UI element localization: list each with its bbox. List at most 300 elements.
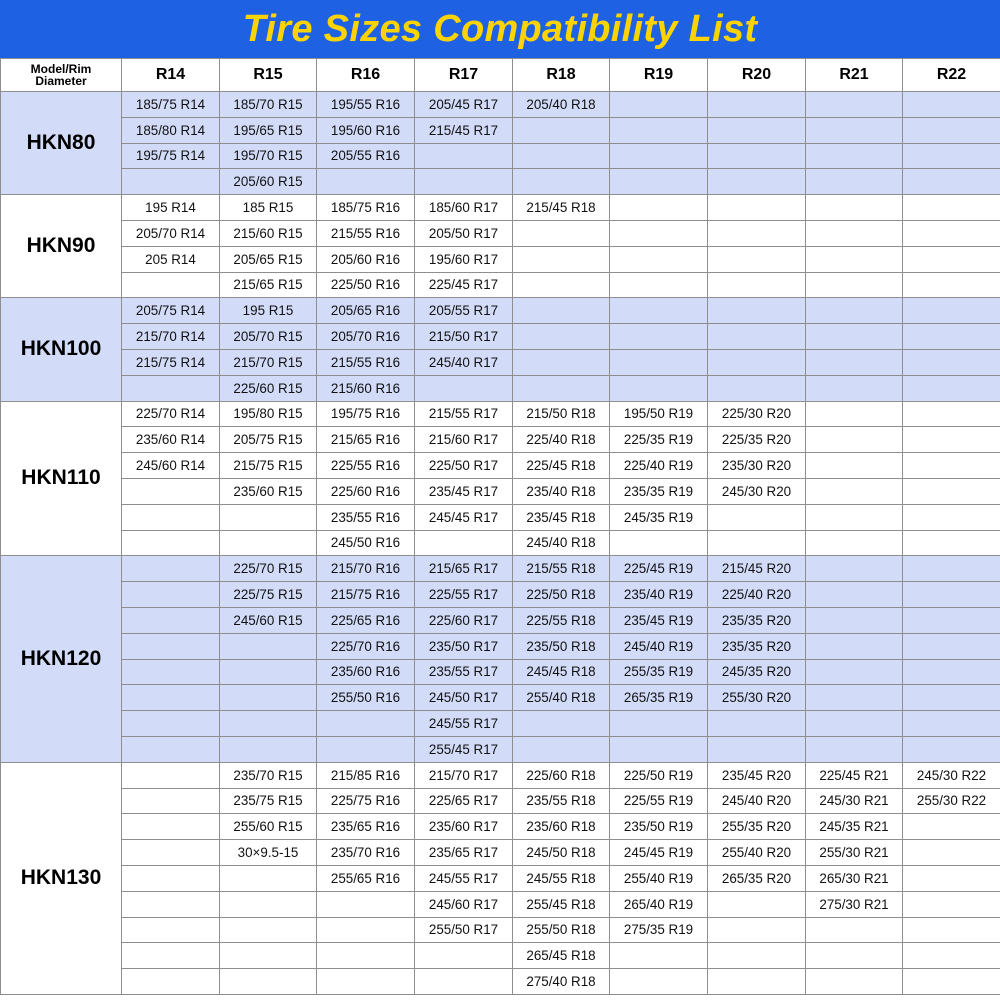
tire-size-cell: 225/60 R15 bbox=[220, 375, 317, 401]
table-row bbox=[1, 814, 1000, 840]
tire-size-cell: 245/35 R20 bbox=[708, 659, 806, 685]
tire-size-cell: 225/45 R17 bbox=[415, 272, 513, 298]
tire-size-cell: 245/45 R17 bbox=[415, 504, 513, 530]
tire-size-cell: 245/50 R16 bbox=[317, 530, 415, 556]
tire-size-cell: 215/85 R16 bbox=[317, 762, 415, 788]
tire-size-cell: 225/55 R17 bbox=[415, 582, 513, 608]
tire-size-cell: 195 R14 bbox=[122, 195, 220, 221]
tire-size-cell bbox=[610, 117, 708, 143]
tire-size-cell bbox=[610, 272, 708, 298]
tire-size-cell bbox=[708, 349, 806, 375]
tire-size-cell bbox=[903, 272, 1000, 298]
tire-size-cell: 235/60 R18 bbox=[513, 814, 610, 840]
tire-size-cell bbox=[903, 324, 1000, 350]
tire-size-cell bbox=[903, 298, 1000, 324]
tire-size-cell bbox=[122, 169, 220, 195]
tire-size-cell bbox=[903, 943, 1000, 969]
tire-size-cell: 255/60 R15 bbox=[220, 814, 317, 840]
tire-size-cell bbox=[903, 453, 1000, 479]
tire-size-cell bbox=[903, 840, 1000, 866]
tire-size-cell: 265/45 R18 bbox=[513, 943, 610, 969]
tire-size-cell bbox=[122, 530, 220, 556]
tire-size-cell: 215/60 R15 bbox=[220, 220, 317, 246]
table-row bbox=[1, 840, 1000, 866]
tire-size-cell bbox=[708, 220, 806, 246]
tire-size-cell: 195/55 R16 bbox=[317, 92, 415, 118]
tire-size-cell bbox=[806, 92, 903, 118]
tire-size-cell bbox=[610, 220, 708, 246]
corner-label-line2: Diameter bbox=[35, 74, 87, 88]
tire-size-cell bbox=[220, 917, 317, 943]
tire-size-cell: 235/40 R19 bbox=[610, 582, 708, 608]
column-header: R15 bbox=[220, 59, 317, 92]
table-row bbox=[1, 917, 1000, 943]
tire-size-cell: 205/40 R18 bbox=[513, 92, 610, 118]
column-header: R19 bbox=[610, 59, 708, 92]
tire-size-cell bbox=[903, 246, 1000, 272]
tire-size-cell bbox=[122, 659, 220, 685]
table-row bbox=[1, 582, 1000, 608]
tire-size-cell bbox=[708, 711, 806, 737]
tire-size-cell bbox=[806, 375, 903, 401]
tire-size-cell bbox=[610, 195, 708, 221]
tire-size-cell bbox=[903, 375, 1000, 401]
tire-size-cell: 245/30 R20 bbox=[708, 478, 806, 504]
tire-size-cell: 205/55 R17 bbox=[415, 298, 513, 324]
tire-size-cell: 225/70 R16 bbox=[317, 633, 415, 659]
tire-size-cell: 255/30 R22 bbox=[903, 788, 1000, 814]
tire-size-cell bbox=[122, 736, 220, 762]
tire-size-cell: 225/60 R17 bbox=[415, 607, 513, 633]
tire-size-cell bbox=[122, 556, 220, 582]
tire-size-cell: 225/75 R15 bbox=[220, 582, 317, 608]
tire-size-cell bbox=[122, 762, 220, 788]
tire-size-cell bbox=[220, 530, 317, 556]
tire-size-cell: 215/50 R17 bbox=[415, 324, 513, 350]
tire-size-cell bbox=[610, 324, 708, 350]
compatibility-table bbox=[0, 58, 1000, 995]
table-row bbox=[1, 530, 1000, 556]
tire-size-cell bbox=[415, 375, 513, 401]
tire-size-cell: 255/40 R19 bbox=[610, 865, 708, 891]
column-header: R22 bbox=[903, 59, 1000, 92]
tire-size-cell bbox=[122, 685, 220, 711]
tire-size-cell bbox=[122, 814, 220, 840]
tire-size-cell: 185/75 R14 bbox=[122, 92, 220, 118]
table-row bbox=[1, 556, 1000, 582]
tire-size-cell: 205/70 R16 bbox=[317, 324, 415, 350]
tire-size-cell bbox=[220, 969, 317, 995]
tire-size-cell: 245/55 R17 bbox=[415, 711, 513, 737]
tire-size-cell: 235/35 R20 bbox=[708, 633, 806, 659]
tire-size-cell: 225/70 R15 bbox=[220, 556, 317, 582]
tire-size-cell: 215/50 R18 bbox=[513, 401, 610, 427]
tire-size-cell: 245/35 R21 bbox=[806, 814, 903, 840]
tire-size-cell: 275/30 R21 bbox=[806, 891, 903, 917]
tire-size-cell bbox=[903, 685, 1000, 711]
tire-size-cell: 215/70 R14 bbox=[122, 324, 220, 350]
tire-size-cell bbox=[220, 736, 317, 762]
tire-size-cell: 215/65 R16 bbox=[317, 427, 415, 453]
tire-size-cell bbox=[903, 504, 1000, 530]
tire-size-cell bbox=[415, 969, 513, 995]
tire-size-cell: 235/45 R20 bbox=[708, 762, 806, 788]
tire-size-cell bbox=[610, 169, 708, 195]
tire-size-cell: 275/35 R19 bbox=[610, 917, 708, 943]
tire-size-cell bbox=[708, 891, 806, 917]
tire-size-cell bbox=[122, 865, 220, 891]
table-row bbox=[1, 246, 1000, 272]
tire-size-cell bbox=[610, 375, 708, 401]
tire-size-cell: 225/50 R16 bbox=[317, 272, 415, 298]
tire-size-cell bbox=[708, 272, 806, 298]
tire-size-cell bbox=[708, 736, 806, 762]
column-header: R14 bbox=[122, 59, 220, 92]
tire-size-cell: 245/40 R17 bbox=[415, 349, 513, 375]
tire-size-cell: 215/75 R14 bbox=[122, 349, 220, 375]
tire-size-cell: 235/60 R17 bbox=[415, 814, 513, 840]
tire-size-cell: 195/60 R16 bbox=[317, 117, 415, 143]
tire-size-cell bbox=[903, 349, 1000, 375]
tire-size-cell: 245/55 R17 bbox=[415, 865, 513, 891]
tire-size-cell bbox=[513, 375, 610, 401]
tire-size-cell bbox=[708, 92, 806, 118]
tire-size-cell: 225/40 R19 bbox=[610, 453, 708, 479]
column-header: R16 bbox=[317, 59, 415, 92]
tire-size-cell: 225/30 R20 bbox=[708, 401, 806, 427]
tire-size-cell: 255/30 R20 bbox=[708, 685, 806, 711]
table-row bbox=[1, 169, 1000, 195]
tire-size-cell bbox=[122, 504, 220, 530]
tire-size-cell bbox=[806, 711, 903, 737]
tire-size-cell bbox=[220, 865, 317, 891]
tire-size-cell: 215/45 R17 bbox=[415, 117, 513, 143]
tire-size-cell: 30×9.5-15 bbox=[220, 840, 317, 866]
tire-size-cell bbox=[806, 736, 903, 762]
table-row bbox=[1, 298, 1000, 324]
tire-size-cell bbox=[122, 943, 220, 969]
tire-size-cell: 195/60 R17 bbox=[415, 246, 513, 272]
tire-size-cell: 235/50 R18 bbox=[513, 633, 610, 659]
model-name: HKN120 bbox=[1, 556, 122, 762]
tire-size-cell bbox=[806, 685, 903, 711]
tire-size-cell: 225/50 R18 bbox=[513, 582, 610, 608]
tire-size-cell bbox=[220, 943, 317, 969]
column-header: R17 bbox=[415, 59, 513, 92]
tire-size-cell bbox=[122, 788, 220, 814]
tire-size-cell: 265/35 R20 bbox=[708, 865, 806, 891]
table-row bbox=[1, 117, 1000, 143]
table-row bbox=[1, 891, 1000, 917]
tire-size-cell bbox=[122, 582, 220, 608]
tire-size-cell: 225/50 R19 bbox=[610, 762, 708, 788]
tire-size-cell: 215/55 R18 bbox=[513, 556, 610, 582]
tire-size-cell bbox=[610, 711, 708, 737]
tire-size-cell bbox=[610, 349, 708, 375]
tire-size-cell bbox=[708, 195, 806, 221]
tire-size-cell: 195/70 R15 bbox=[220, 143, 317, 169]
tire-size-cell bbox=[513, 736, 610, 762]
tire-size-cell bbox=[708, 375, 806, 401]
tire-size-cell: 255/45 R18 bbox=[513, 891, 610, 917]
tire-size-cell bbox=[806, 453, 903, 479]
table-row bbox=[1, 92, 1000, 118]
tire-size-cell bbox=[220, 711, 317, 737]
tire-size-cell bbox=[415, 530, 513, 556]
tire-size-cell bbox=[317, 969, 415, 995]
tire-size-cell bbox=[806, 556, 903, 582]
tire-size-cell bbox=[806, 943, 903, 969]
tire-size-cell: 215/55 R16 bbox=[317, 349, 415, 375]
table-row bbox=[1, 659, 1000, 685]
tire-size-cell: 195/65 R15 bbox=[220, 117, 317, 143]
tire-size-cell: 225/45 R18 bbox=[513, 453, 610, 479]
tire-size-cell: 235/70 R16 bbox=[317, 840, 415, 866]
tire-size-cell: 225/35 R19 bbox=[610, 427, 708, 453]
tire-size-cell bbox=[610, 92, 708, 118]
tire-size-cell bbox=[317, 711, 415, 737]
tire-size-cell bbox=[806, 969, 903, 995]
tire-size-cell bbox=[415, 143, 513, 169]
tire-size-cell: 265/30 R21 bbox=[806, 865, 903, 891]
tire-size-cell: 245/40 R19 bbox=[610, 633, 708, 659]
tire-size-cell: 225/60 R18 bbox=[513, 762, 610, 788]
tire-size-cell bbox=[903, 220, 1000, 246]
tire-size-cell bbox=[122, 478, 220, 504]
tire-size-cell bbox=[903, 607, 1000, 633]
tire-size-cell: 215/70 R16 bbox=[317, 556, 415, 582]
tire-size-cell: 235/55 R17 bbox=[415, 659, 513, 685]
table-row bbox=[1, 349, 1000, 375]
table-row bbox=[1, 195, 1000, 221]
tire-size-cell: 255/45 R17 bbox=[415, 736, 513, 762]
tire-size-cell: 205/75 R14 bbox=[122, 298, 220, 324]
tire-size-cell bbox=[122, 633, 220, 659]
tire-size-cell: 215/75 R15 bbox=[220, 453, 317, 479]
tire-size-cell bbox=[610, 143, 708, 169]
tire-size-cell bbox=[806, 272, 903, 298]
tire-size-cell bbox=[415, 943, 513, 969]
model-name: HKN100 bbox=[1, 298, 122, 401]
tire-size-cell: 245/45 R19 bbox=[610, 840, 708, 866]
tire-size-cell: 245/60 R15 bbox=[220, 607, 317, 633]
tire-size-cell bbox=[708, 969, 806, 995]
tire-size-cell: 235/40 R18 bbox=[513, 478, 610, 504]
tire-size-cell bbox=[806, 427, 903, 453]
tire-size-cell bbox=[708, 530, 806, 556]
tire-size-cell bbox=[610, 298, 708, 324]
tire-size-cell bbox=[708, 246, 806, 272]
tire-size-cell: 185/75 R16 bbox=[317, 195, 415, 221]
tire-size-cell: 235/75 R15 bbox=[220, 788, 317, 814]
tire-size-cell bbox=[806, 349, 903, 375]
tire-size-cell bbox=[806, 298, 903, 324]
tire-size-cell bbox=[610, 530, 708, 556]
tire-size-cell bbox=[903, 143, 1000, 169]
tire-size-cell bbox=[317, 169, 415, 195]
tire-size-cell bbox=[903, 917, 1000, 943]
tire-size-cell: 225/55 R16 bbox=[317, 453, 415, 479]
tire-size-cell: 225/75 R16 bbox=[317, 788, 415, 814]
tire-size-cell bbox=[806, 143, 903, 169]
tire-size-cell: 205/60 R16 bbox=[317, 246, 415, 272]
tire-size-cell bbox=[903, 891, 1000, 917]
tire-size-cell bbox=[220, 891, 317, 917]
tire-size-cell: 245/60 R14 bbox=[122, 453, 220, 479]
table-row bbox=[1, 272, 1000, 298]
table-row bbox=[1, 401, 1000, 427]
tire-size-cell: 235/60 R16 bbox=[317, 659, 415, 685]
tire-size-cell bbox=[806, 530, 903, 556]
tire-size-cell: 215/60 R16 bbox=[317, 375, 415, 401]
tire-size-cell bbox=[708, 143, 806, 169]
tire-size-cell bbox=[806, 195, 903, 221]
tire-size-cell: 255/50 R17 bbox=[415, 917, 513, 943]
tire-size-cell bbox=[317, 917, 415, 943]
tire-size-cell: 235/30 R20 bbox=[708, 453, 806, 479]
column-header: R20 bbox=[708, 59, 806, 92]
model-name: HKN80 bbox=[1, 92, 122, 195]
table-row bbox=[1, 865, 1000, 891]
tire-size-cell: 225/40 R18 bbox=[513, 427, 610, 453]
tire-size-cell: 225/65 R17 bbox=[415, 788, 513, 814]
table-row bbox=[1, 788, 1000, 814]
tire-size-cell: 245/50 R17 bbox=[415, 685, 513, 711]
tire-size-cell bbox=[122, 840, 220, 866]
tire-size-cell bbox=[513, 298, 610, 324]
tire-size-cell: 245/40 R20 bbox=[708, 788, 806, 814]
tire-size-cell: 255/40 R20 bbox=[708, 840, 806, 866]
tire-size-cell: 235/55 R16 bbox=[317, 504, 415, 530]
tire-size-cell: 255/30 R21 bbox=[806, 840, 903, 866]
tire-size-cell bbox=[806, 659, 903, 685]
tire-size-cell bbox=[708, 917, 806, 943]
tire-size-cell: 215/45 R18 bbox=[513, 195, 610, 221]
model-name: HKN130 bbox=[1, 762, 122, 994]
tire-size-cell bbox=[220, 659, 317, 685]
tire-size-cell bbox=[513, 711, 610, 737]
title-banner bbox=[0, 0, 1000, 58]
tire-size-cell: 225/40 R20 bbox=[708, 582, 806, 608]
tire-size-cell: 255/65 R16 bbox=[317, 865, 415, 891]
tire-size-cell bbox=[806, 117, 903, 143]
tire-size-cell: 225/35 R20 bbox=[708, 427, 806, 453]
tire-size-cell bbox=[806, 401, 903, 427]
tire-size-cell: 245/50 R18 bbox=[513, 840, 610, 866]
tire-size-cell bbox=[903, 736, 1000, 762]
table-row bbox=[1, 736, 1000, 762]
header-row bbox=[1, 59, 1000, 92]
tire-size-cell bbox=[513, 117, 610, 143]
tire-size-cell bbox=[903, 814, 1000, 840]
tire-size-cell bbox=[903, 92, 1000, 118]
tire-size-cell bbox=[806, 324, 903, 350]
tire-size-cell: 235/60 R15 bbox=[220, 478, 317, 504]
tire-size-cell bbox=[806, 607, 903, 633]
tire-size-cell: 235/60 R14 bbox=[122, 427, 220, 453]
tire-size-cell bbox=[708, 117, 806, 143]
tire-size-cell: 215/65 R17 bbox=[415, 556, 513, 582]
tire-size-cell bbox=[317, 736, 415, 762]
table-row bbox=[1, 762, 1000, 788]
tire-size-cell: 185/70 R15 bbox=[220, 92, 317, 118]
tire-size-cell: 215/70 R17 bbox=[415, 762, 513, 788]
tire-size-cell: 225/50 R17 bbox=[415, 453, 513, 479]
tire-size-cell bbox=[122, 917, 220, 943]
tire-size-cell bbox=[806, 504, 903, 530]
tire-size-cell: 265/40 R19 bbox=[610, 891, 708, 917]
table-row bbox=[1, 685, 1000, 711]
tire-size-cell: 235/35 R19 bbox=[610, 478, 708, 504]
tire-size-cell: 205 R14 bbox=[122, 246, 220, 272]
tire-size-cell bbox=[513, 349, 610, 375]
model-name: HKN110 bbox=[1, 401, 122, 556]
tire-size-cell: 215/55 R16 bbox=[317, 220, 415, 246]
tire-size-cell: 205/65 R15 bbox=[220, 246, 317, 272]
tire-size-cell bbox=[610, 943, 708, 969]
tire-size-cell bbox=[708, 324, 806, 350]
table-body bbox=[1, 92, 1000, 995]
tire-size-cell bbox=[610, 246, 708, 272]
tire-size-cell bbox=[708, 504, 806, 530]
corner-header bbox=[1, 59, 122, 92]
tire-size-cell: 225/60 R16 bbox=[317, 478, 415, 504]
table-row bbox=[1, 375, 1000, 401]
tire-size-cell bbox=[610, 736, 708, 762]
tire-size-cell bbox=[806, 246, 903, 272]
tire-size-cell bbox=[708, 943, 806, 969]
tire-size-cell: 255/40 R18 bbox=[513, 685, 610, 711]
table-row bbox=[1, 607, 1000, 633]
tire-size-cell: 235/45 R19 bbox=[610, 607, 708, 633]
tire-size-cell bbox=[317, 891, 415, 917]
tire-size-cell: 225/55 R18 bbox=[513, 607, 610, 633]
tire-size-cell bbox=[708, 298, 806, 324]
tire-size-cell bbox=[220, 633, 317, 659]
tire-size-cell bbox=[513, 220, 610, 246]
tire-size-cell: 225/70 R14 bbox=[122, 401, 220, 427]
tire-size-cell bbox=[903, 865, 1000, 891]
tire-size-cell: 205/65 R16 bbox=[317, 298, 415, 324]
tire-size-cell bbox=[122, 607, 220, 633]
tire-size-cell: 225/45 R19 bbox=[610, 556, 708, 582]
table-row bbox=[1, 969, 1000, 995]
tire-size-cell: 235/55 R18 bbox=[513, 788, 610, 814]
tire-size-cell bbox=[122, 711, 220, 737]
tire-size-cell: 255/35 R19 bbox=[610, 659, 708, 685]
tire-size-cell: 205/70 R14 bbox=[122, 220, 220, 246]
tire-size-cell: 205/55 R16 bbox=[317, 143, 415, 169]
tire-size-cell: 245/55 R18 bbox=[513, 865, 610, 891]
table-row bbox=[1, 427, 1000, 453]
column-header: R18 bbox=[513, 59, 610, 92]
tire-size-cell: 245/35 R19 bbox=[610, 504, 708, 530]
column-header: R21 bbox=[806, 59, 903, 92]
tire-size-cell: 245/30 R22 bbox=[903, 762, 1000, 788]
tire-size-cell: 235/70 R15 bbox=[220, 762, 317, 788]
tire-size-cell: 215/55 R17 bbox=[415, 401, 513, 427]
tire-size-cell: 235/45 R17 bbox=[415, 478, 513, 504]
tire-size-cell: 205/70 R15 bbox=[220, 324, 317, 350]
tire-size-cell bbox=[903, 401, 1000, 427]
tire-size-cell: 215/45 R20 bbox=[708, 556, 806, 582]
tire-size-cell: 235/50 R17 bbox=[415, 633, 513, 659]
tire-size-cell: 205/50 R17 bbox=[415, 220, 513, 246]
tire-size-cell: 245/60 R17 bbox=[415, 891, 513, 917]
tire-size-cell bbox=[220, 504, 317, 530]
tire-size-cell: 225/65 R16 bbox=[317, 607, 415, 633]
tire-size-cell bbox=[806, 169, 903, 195]
